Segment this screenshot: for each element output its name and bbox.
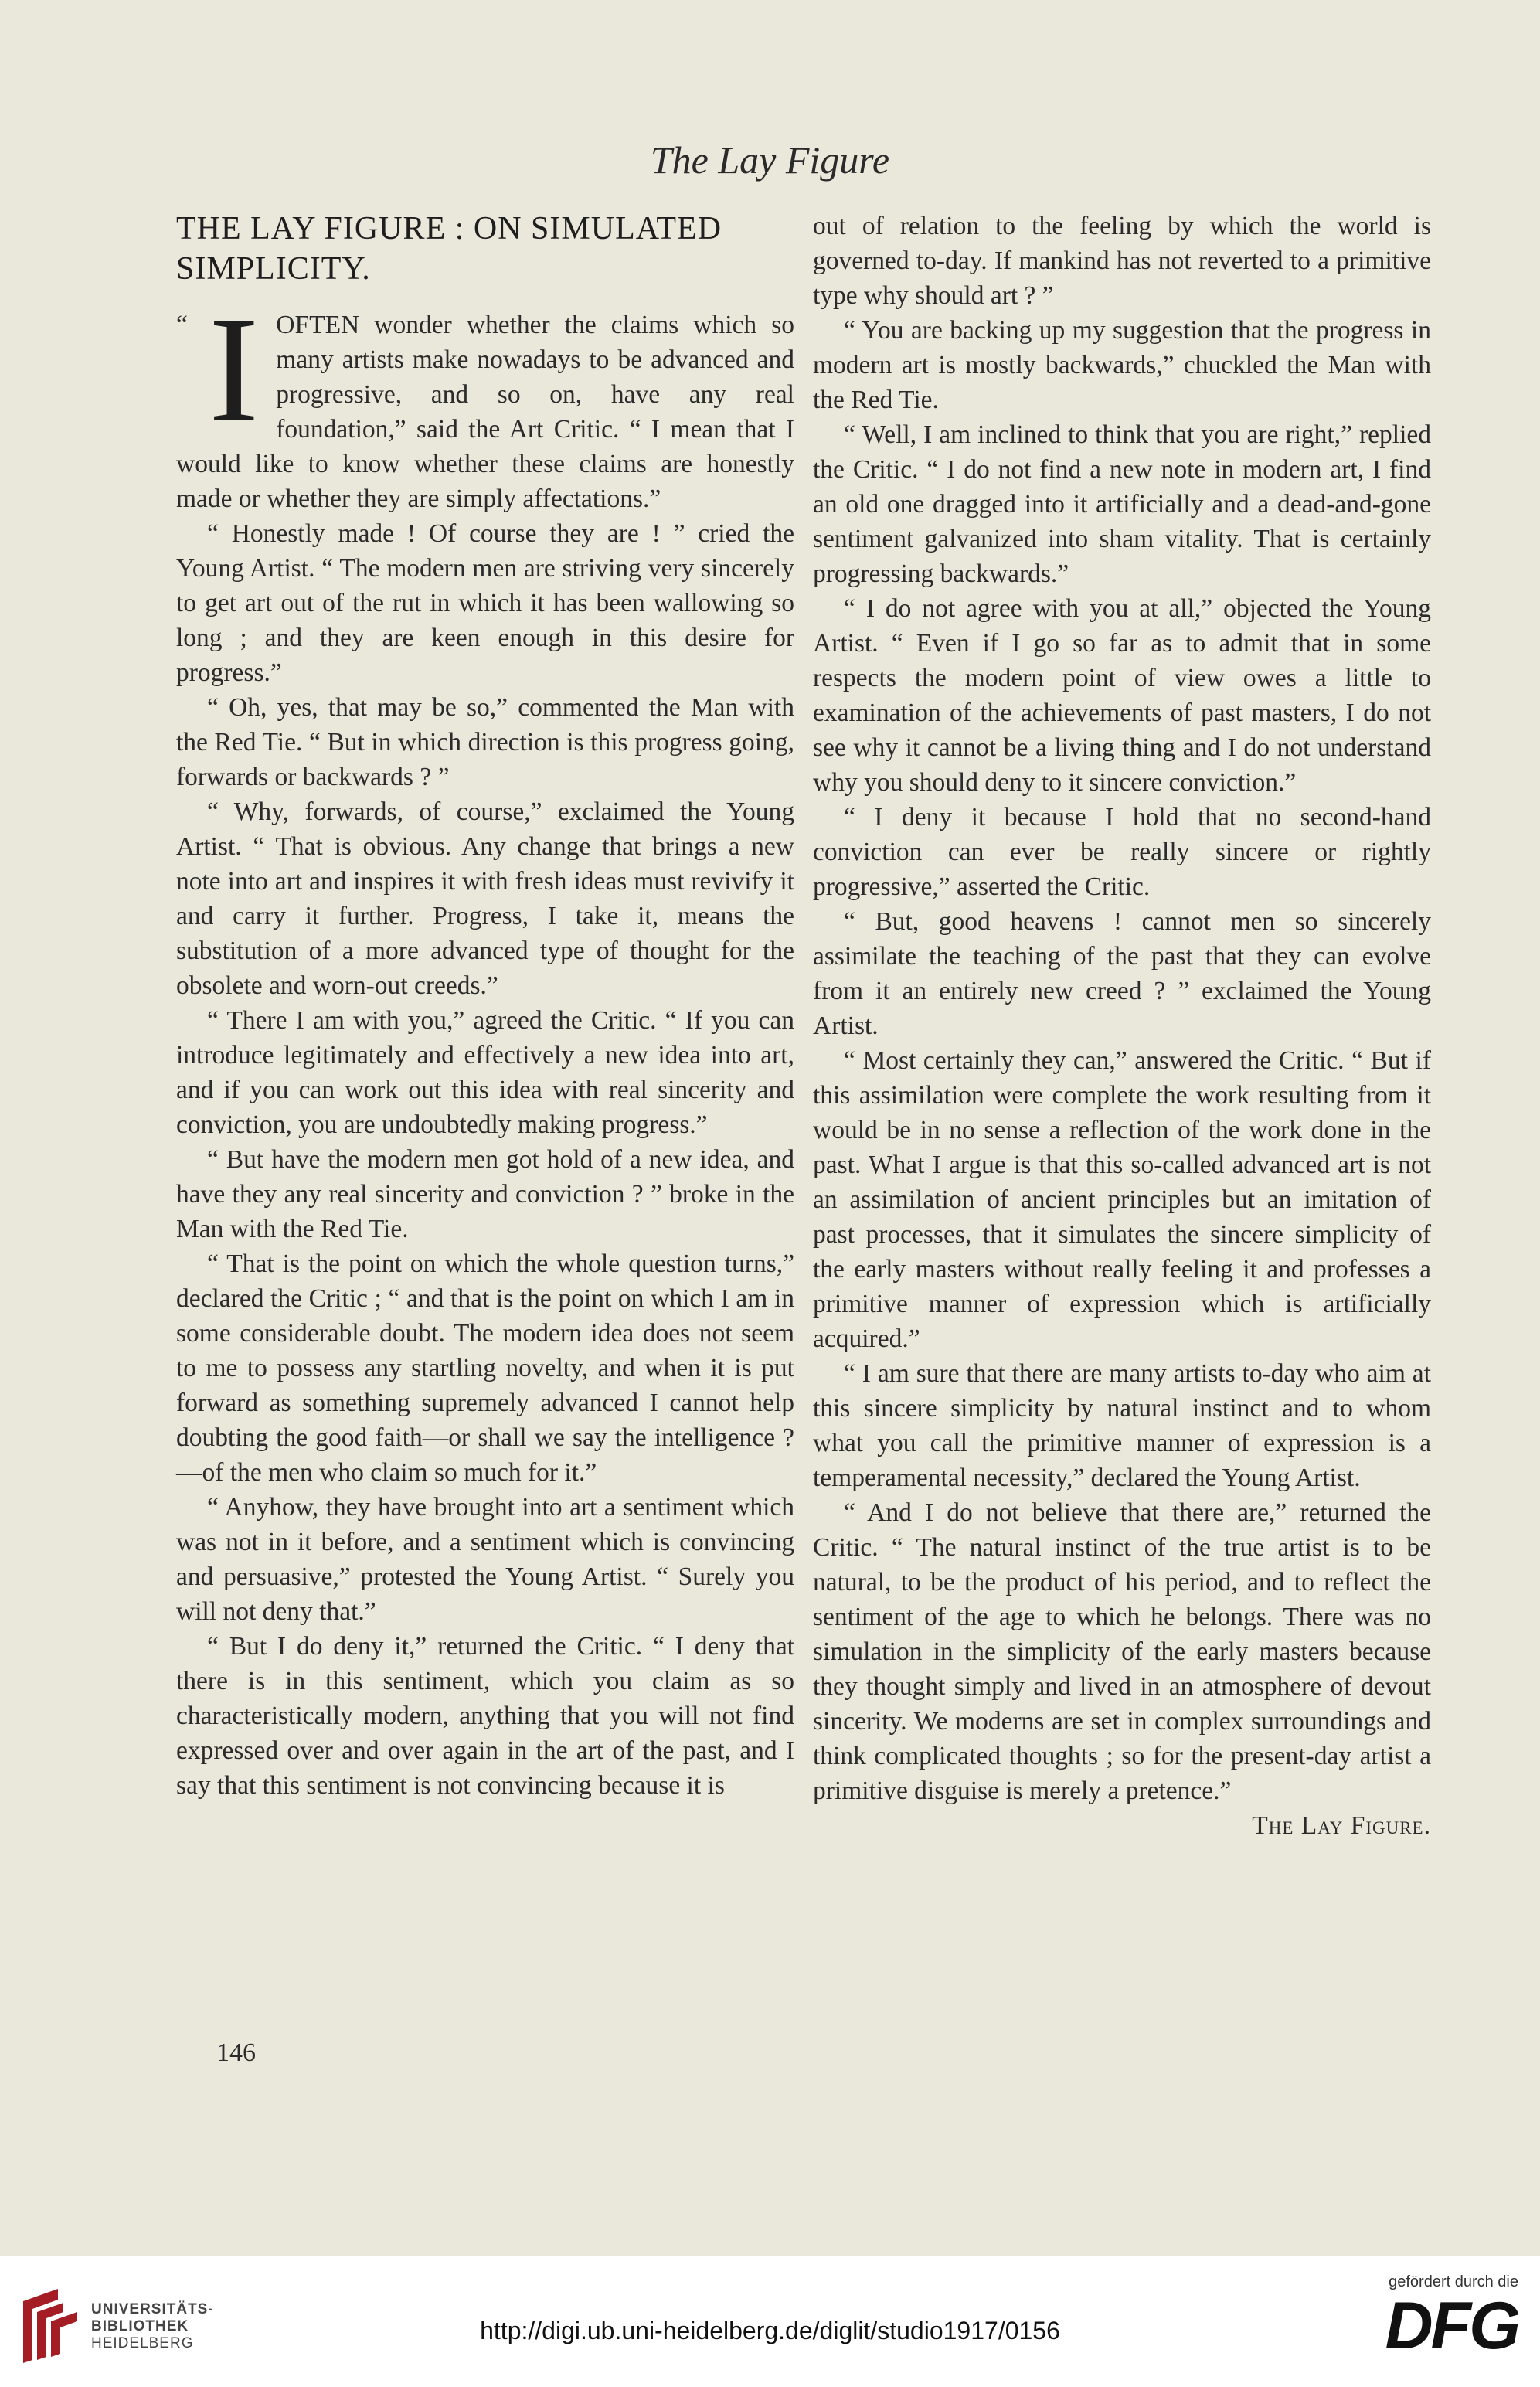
page-number: 146 bbox=[216, 2038, 256, 2067]
drop-cap: I bbox=[209, 286, 260, 454]
left-column bbox=[176, 209, 794, 1803]
paragraph: OFTEN wonder whether the claims which so many artists make nowadays to be advanced and progressive, and so on, have any real foundation,” said the Art Critic. “ I mean that I would like to know whether these claims are honestly made or whether they are simply affectations.” bbox=[176, 311, 794, 513]
digitization-footer bbox=[0, 2256, 1540, 2387]
paragraph: “ I do not agree with you at all,” objected the Young Artist. “ Even if I go so far as to admit that in some respects the modern point of view owes a little to examination of the achievements of past masters, I do not see why it cannot be a living thing and I do not understand why you should deny to it sincere conviction.” bbox=[813, 594, 1431, 797]
paragraph: “ I am sure that there are many artists to-day who aim at this sincere simplicity by natural instinct and to whom what you call the primitive manner of expression is a temperamental necessity,” declared the Young Artist. bbox=[813, 1359, 1431, 1492]
source-url-link[interactable]: http://digi.ub.uni-heidelberg.de/diglit/studio1917/0156 bbox=[480, 2317, 1060, 2344]
signature: The Lay Figure. bbox=[1252, 1811, 1431, 1840]
paragraph: “ There I am with you,” agreed the Critic. “ If you can introduce legitimately and effectively a new idea into art, and if you can work out this idea with real sincerity and conviction, you are undoubtedly making progress.” bbox=[176, 1006, 794, 1139]
paragraph: “ But, good heavens ! cannot men so sincerely assimilate the teaching of the past that they can evolve from it an entirely new creed ? ” exclaimed the Young Artist. bbox=[813, 907, 1431, 1040]
paragraph: “ Most certainly they can,” answered the Critic. “ But if this assimilation were complete the work resulting from it would be in no sense a reflection of the work done in the past. What I argue is that this so-called advanced art is not an assimilation of ancient principles but an imitation of past processes, that it simulates the sincere simplicity of the early masters without really feeling it and professes a primitive manner of expression which is artificially acquired.” bbox=[813, 1046, 1431, 1353]
opening-quote: “ bbox=[176, 311, 188, 339]
paragraph: “ But I do deny it,” returned the Critic. “ I deny that there is in this sentiment, which you claim as so characteristically modern, anything that you will not find expressed over and over again in the art of the past, and I say that this sentiment is not convincing because it is bbox=[176, 1632, 794, 1800]
library-name-line: HEIDELBERG bbox=[91, 2335, 194, 2351]
paragraph: out of relation to the feeling by which the world is governed to-day. If mankind has not reverted to a primitive type why should art ? ” bbox=[813, 212, 1431, 310]
library-name-line: BIBLIOTHEK bbox=[91, 2318, 189, 2334]
running-head: The Lay Figure bbox=[650, 138, 890, 182]
funding-notice bbox=[1356, 2273, 1518, 2361]
paragraph: “ I deny it because I hold that no second-hand conviction can ever be really sincere or rightly progressive,” asserted the Critic. bbox=[813, 803, 1431, 901]
funding-label: gefördert durch die bbox=[1389, 2273, 1518, 2290]
article-title: THE LAY FIGURE : ON SIMULATED SIMPLICITY. bbox=[176, 211, 722, 287]
paragraph: “ Honestly made ! Of course they are ! ” cried the Young Artist. “ The modern men are striving very sincerely to get art out of the rut in which it has been wallowing so long ; and they are keen enough in this desire for progress.” bbox=[176, 519, 794, 687]
paragraph: “ But have the modern men got hold of a new idea, and have they any real sincerity and conviction ? ” broke in the Man with the Red Tie. bbox=[176, 1145, 794, 1243]
paragraph: “ That is the point on which the whole question turns,” declared the Critic ; “ and that is the point on which I am in some considerable doubt. The modern idea does not seem to me to possess any startling novelty, and when it is put forward as something supremely advanced I cannot help doubting the good faith—or shall we say the intelligence ?—of the men who claim so much for it.” bbox=[176, 1250, 794, 1487]
paragraph: “ Anyhow, they have brought into art a sentiment which was not in it before, and a sentiment which is convincing and persuasive,” protested the Young Artist. “ Surely you will not deny that.” bbox=[176, 1493, 794, 1626]
paragraph: “ You are backing up my suggestion that the progress in modern art is mostly backwards,” chuckled the Man with the Red Tie. bbox=[813, 316, 1431, 414]
paragraph: “ Well, I am inclined to think that you are right,” replied the Critic. “ I do not find a new note in modern art, I find an old one dragged into it artificially and a dead-and-gone sentiment galvanized into sham vitality. That is certainly progressing backwards.” bbox=[813, 420, 1431, 588]
paragraph: “ Oh, yes, that may be so,” commented the Man with the Red Tie. “ But in which direction is this progress going, forwards or backwards ? ” bbox=[176, 693, 794, 791]
paragraph: “ Why, forwards, of course,” exclaimed the Young Artist. “ That is obvious. Any change that brings a new note into art and inspires it with fresh ideas must revivify it and carry it further. Progress, I take it, means the substitution of a more advanced type of thought for the obsolete and worn-out creeds.” bbox=[176, 797, 794, 1000]
library-name-line: UNIVERSITÄTS- bbox=[91, 2301, 214, 2317]
right-column bbox=[813, 209, 1431, 1843]
paragraph: “ And I do not believe that there are,” returned the Critic. “ The natural instinct of the true artist is to be natural, to be the product of his period, and to reflect the sentiment of the age to which he belongs. There was no simulation in the simplicity of the early masters because they thought simply and lived in an atmosphere of devout sincerity. We moderns are set in complex surroundings and think complicated thoughts ; so for the present-day artist a primitive disguise is merely a pretence.” bbox=[813, 1498, 1431, 1805]
opening-paragraph bbox=[176, 286, 794, 516]
dfg-logo: DFG bbox=[1385, 2289, 1518, 2363]
